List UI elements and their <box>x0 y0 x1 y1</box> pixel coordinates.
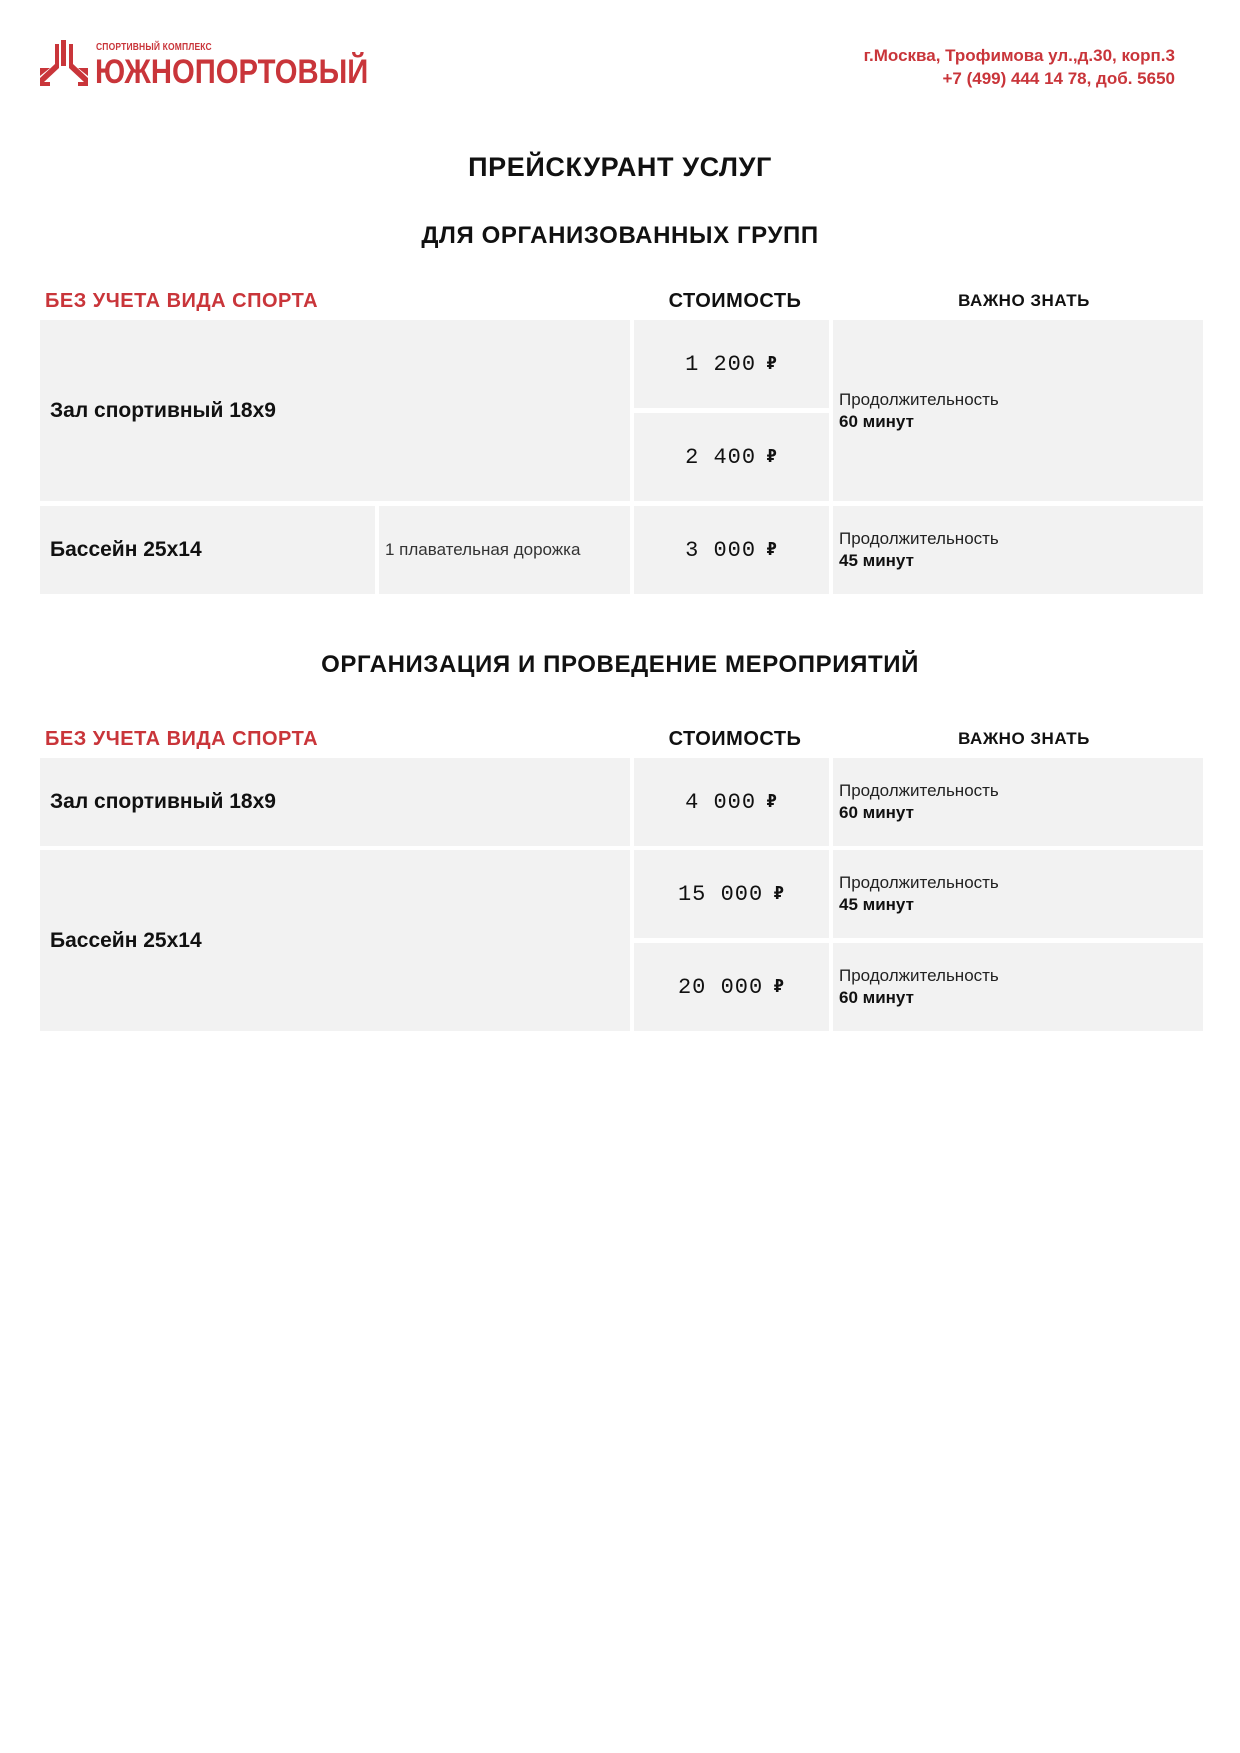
info-label: Продолжительность <box>839 781 999 800</box>
price-cell <box>634 943 829 1031</box>
col-head-info: ВАЖНО ЗНАТЬ <box>958 291 1090 310</box>
service-name: Зал спортивный 18х9 <box>50 398 276 422</box>
info-label: Продолжительность <box>839 966 999 985</box>
info-value: 60 минут <box>839 803 914 822</box>
ruble-symbol: ₽ <box>766 541 778 561</box>
service-name: Зал спортивный 18х9 <box>50 790 276 813</box>
price-cell <box>634 320 829 408</box>
info-value: 60 минут <box>839 988 914 1007</box>
price-cell <box>634 850 829 938</box>
price-value: 20 000 <box>677 974 764 1000</box>
price-value: 1 200 <box>685 351 757 377</box>
info-value: 45 минут <box>839 551 914 570</box>
info-value: 45 минут <box>839 895 914 914</box>
service-detail: 1 плавательная дорожка <box>385 540 581 559</box>
info-cell <box>833 850 1203 938</box>
price-value: 4 000 <box>685 789 757 815</box>
stylized-building-icon <box>40 38 88 88</box>
info-value: 60 минут <box>839 411 914 431</box>
ruble-symbol: ₽ <box>773 978 786 998</box>
section-title-groups: ДЛЯ ОРГАНИЗОВАННЫХ ГРУПП <box>421 222 819 249</box>
ruble-symbol: ₽ <box>773 885 786 905</box>
page-title: ПРЕЙСКУРАНТ УСЛУГ <box>468 152 772 182</box>
info-label: Продолжительность <box>839 873 999 892</box>
logo-subtitle: СПОРТИВНЫЙ КОМПЛЕКС <box>96 42 212 53</box>
phone[interactable]: +7 (499) 444 14 78, доб. 5650 <box>942 69 1175 88</box>
price-cell <box>634 413 829 501</box>
service-name: Бассейн 25х14 <box>50 928 202 952</box>
price-cell <box>634 758 829 846</box>
info-cell <box>833 506 1203 594</box>
price-value: 2 400 <box>685 444 757 470</box>
table-row-pool-name <box>40 506 375 594</box>
page-header <box>0 0 1240 110</box>
price-cell <box>634 506 829 594</box>
info-label: Продолжительность <box>839 529 999 548</box>
info-cell <box>833 943 1203 1031</box>
logo-name: ЮЖНОПОРТОВЫЙ <box>95 53 369 91</box>
col-head-info: ВАЖНО ЗНАТЬ <box>958 729 1090 748</box>
table-row-hall-name <box>40 320 630 501</box>
info-cell <box>833 320 1203 501</box>
section-title-events: ОРГАНИЗАЦИЯ И ПРОВЕДЕНИЕ МЕРОПРИЯТИЙ <box>321 651 919 678</box>
ruble-symbol: ₽ <box>766 355 778 375</box>
info-label: Продолжительность <box>839 389 999 409</box>
info-cell <box>833 758 1203 846</box>
logo <box>40 38 369 98</box>
col-head-category: БЕЗ УЧЕТА ВИДА СПОРТА <box>45 290 319 312</box>
table-row-hall-name <box>40 758 630 846</box>
ruble-symbol: ₽ <box>766 448 778 468</box>
col-head-cost: СТОИМОСТЬ <box>668 290 802 312</box>
price-value: 15 000 <box>677 881 764 907</box>
service-detail-cell <box>379 506 630 594</box>
address: г.Москва, Трофимова ул.,д.30, корп.3 <box>863 46 1175 65</box>
service-name: Бассейн 25х14 <box>50 538 202 561</box>
table-row-pool-name <box>40 850 630 1031</box>
ruble-symbol: ₽ <box>766 793 778 813</box>
col-head-cost: СТОИМОСТЬ <box>668 728 802 750</box>
col-head-category: БЕЗ УЧЕТА ВИДА СПОРТА <box>45 728 319 750</box>
contacts <box>864 44 1175 90</box>
price-value: 3 000 <box>685 537 757 563</box>
